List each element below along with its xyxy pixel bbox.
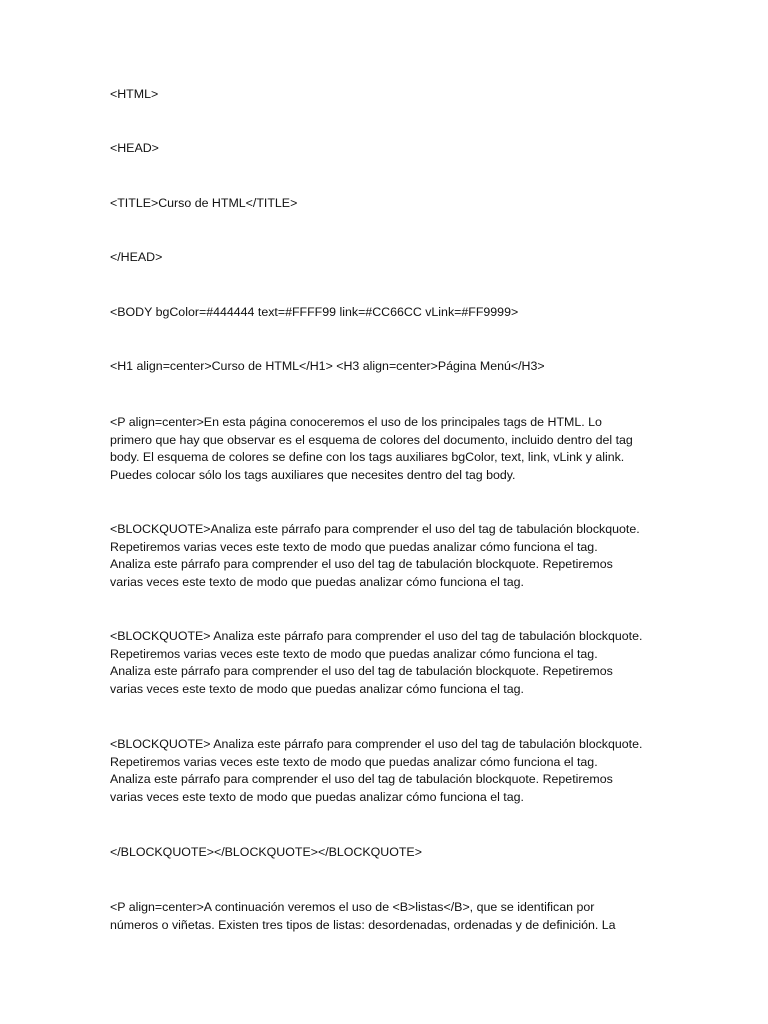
paragraph-lists: <P align=center>A continuación veremos el uso de <B>listas</B>, que se identifican por números o viñetas. Existen tres tipos de listas: desordenadas, ordenadas y de definición. La (110, 900, 616, 932)
text-line-blockquote-close: </BLOCKQUOTE></BLOCKQUOTE></BLOCKQUOTE> (110, 845, 422, 859)
text-line-body-open: <BODY bgColor=#444444 text=#FFFF99 link=#CC66CC vLink=#FF9999> (110, 305, 519, 319)
text-line-title: <TITLE>Curso de HTML</TITLE> (110, 196, 298, 210)
text-line-html-open: <HTML> (110, 87, 159, 101)
text-line-head-open: <HEAD> (110, 141, 159, 155)
paragraph-blockquote-1: <BLOCKQUOTE>Analiza este párrafo para comprender el uso del tag de tabulación blockquote. Repetiremos varias veces este texto de modo que puedas analizar cómo funciona el tag. Analiza este párrafo para comprender el uso del tag de tabulación blockquote. Repetiremos varias veces este texto de modo que puedas analizar cómo funciona el tag. (110, 522, 640, 590)
paragraph-intro: <P align=center>En esta página conoceremos el uso de los principales tags de HTML. Lo primero que hay que observar es el esquema de colores del documento, incluido dentro del tag body. El esquema de colores se define con los tags auxiliares bgColor, text, link, vLink y alink. Puedes colocar sólo los tags auxiliares que necesites dentro del tag body. (110, 415, 633, 483)
paragraph-blockquote-2: <BLOCKQUOTE> Analiza este párrafo para comprender el uso del tag de tabulación blockquote. Repetiremos varias veces este texto de modo que puedas analizar cómo funciona el tag. Analiza este párrafo para comprender el uso del tag de tabulación blockquote. Repetiremos varias veces este texto de modo que puedas analizar cómo funciona el tag. (110, 629, 643, 697)
paragraph-blockquote-3: <BLOCKQUOTE> Analiza este párrafo para comprender el uso del tag de tabulación blockquote. Repetiremos varias veces este texto de modo que puedas analizar cómo funciona el tag. Analiza este párrafo para comprender el uso del tag de tabulación blockquote. Repetiremos varias veces este texto de modo que puedas analizar cómo funciona el tag. (110, 737, 643, 805)
text-line-headings: <H1 align=center>Curso de HTML</H1> <H3 align=center>Página Menú</H3> (110, 359, 545, 373)
text-line-head-close: </HEAD> (110, 250, 163, 264)
